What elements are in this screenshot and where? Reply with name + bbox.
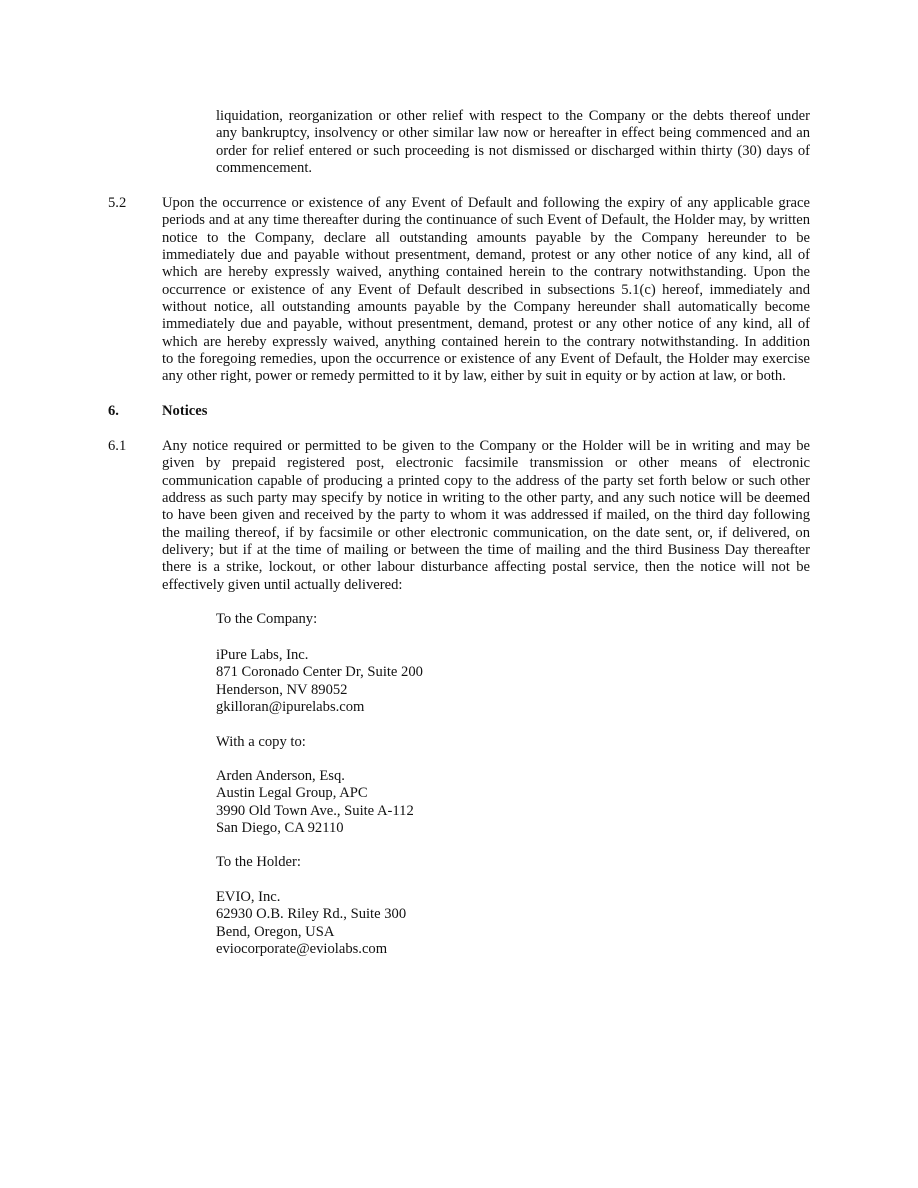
- text-line: notice to the Company, declare all outstanding amounts payable by the Company hereunder to be: [162, 229, 810, 246]
- text-line: San Diego, CA 92110: [216, 820, 344, 837]
- text-line: commencement.: [216, 160, 313, 177]
- section-heading: Notices: [162, 403, 208, 419]
- copy-label: With a copy to:: [216, 734, 306, 750]
- text-line: gkilloran@ipurelabs.com: [216, 699, 365, 716]
- holder-label: To the Holder:: [216, 854, 301, 870]
- text-line: iPure Labs, Inc.: [216, 647, 309, 663]
- text-line: which are hereby expressly waived, anything contained herein to the contrary notwithstanding. In addition: [162, 333, 810, 350]
- text-line: 3990 Old Town Ave., Suite A-112: [216, 802, 414, 819]
- text-line: address as such party may specify by notice in writing to the other party, and any such notice will be deemed: [162, 490, 810, 507]
- text-line: communication capable of producing a printed copy to the address of the party set forth below or such other: [162, 472, 810, 489]
- text-line: liquidation, reorganization or other relief with respect to the Company or the debts thereof under: [216, 108, 810, 124]
- text-line: Bend, Oregon, USA: [216, 923, 335, 940]
- text-line: which are hereby expressly waived, anything contained herein to the contrary notwithstanding. Upon the: [162, 264, 810, 281]
- text-line: Upon the occurrence or existence of any Event of Default and following the expiry of any applicable grace: [162, 195, 810, 211]
- text-line: to have been given and received by the party to whom it was addressed if mailed, on the third day following: [162, 507, 810, 524]
- text-line: 871 Coronado Center Dr, Suite 200: [216, 664, 423, 681]
- text-line: immediately due and payable without presentment, demand, protest or any other notice of any kind, all of: [162, 247, 810, 264]
- section-number: 5.2: [108, 195, 127, 211]
- text-line: to the foregoing remedies, upon the occurrence or existence of any Event of Default, the Holder may exercise: [162, 351, 810, 368]
- text-line: order for relief entered or such proceeding is not dismissed or discharged within thirty (30) days of: [216, 142, 810, 159]
- section-number: 6.: [108, 403, 119, 419]
- company-label: To the Company:: [216, 611, 318, 627]
- text-line: Any notice required or permitted to be given to the Company or the Holder will be in writing and may be: [162, 438, 810, 454]
- holder-address: [216, 889, 406, 958]
- text-line: given by prepaid registered post, electronic facsimile transmission or other means of electronic: [162, 455, 810, 472]
- section-5-2-paragraph: [162, 195, 810, 386]
- text-line: Henderson, NV 89052: [216, 681, 348, 698]
- company-address: [216, 647, 423, 716]
- text-line: eviocorporate@eviolabs.com: [216, 941, 388, 958]
- continuation-paragraph: [216, 108, 810, 177]
- text-line: effectively given until actually delivered:: [162, 576, 403, 593]
- section-number: 6.1: [108, 438, 127, 454]
- text-line: Austin Legal Group, APC: [216, 785, 368, 802]
- text-line: without notice, all outstanding amounts payable by the Company hereunder shall automatically become: [162, 299, 810, 316]
- text-line: delivery; but if at the time of mailing or between the time of mailing and the third Business Day thereafter: [162, 542, 810, 559]
- text-line: immediately due and payable, without presentment, demand, protest or any other notice of any kind, all of: [162, 316, 810, 333]
- copy-address: [216, 768, 414, 837]
- text-line: EVIO, Inc.: [216, 889, 281, 905]
- text-line: periods and at any time thereafter during the continuance of such Event of Default, the Holder may, by written: [162, 212, 810, 229]
- text-line: occurrence or existence of any Event of Default described in subsections 5.1(c) hereof, immediately and: [162, 281, 810, 298]
- section-6-1-paragraph: [162, 438, 810, 594]
- text-line: Arden Anderson, Esq.: [216, 768, 345, 784]
- text-line: 62930 O.B. Riley Rd., Suite 300: [216, 906, 407, 923]
- text-line: the mailing thereof, if by facsimile or other electronic communication, on the date sent, or, if delivered, on: [162, 524, 810, 541]
- text-line: there is a strike, lockout, or other labour disturbance affecting postal service, then the notice will not be: [162, 559, 810, 576]
- text-line: any other right, power or remedy permitted to it by law, either by suit in equity or by action at law, or both.: [162, 368, 786, 385]
- text-line: any bankruptcy, insolvency or other similar law now or hereafter in effect being commenced and an: [216, 125, 810, 142]
